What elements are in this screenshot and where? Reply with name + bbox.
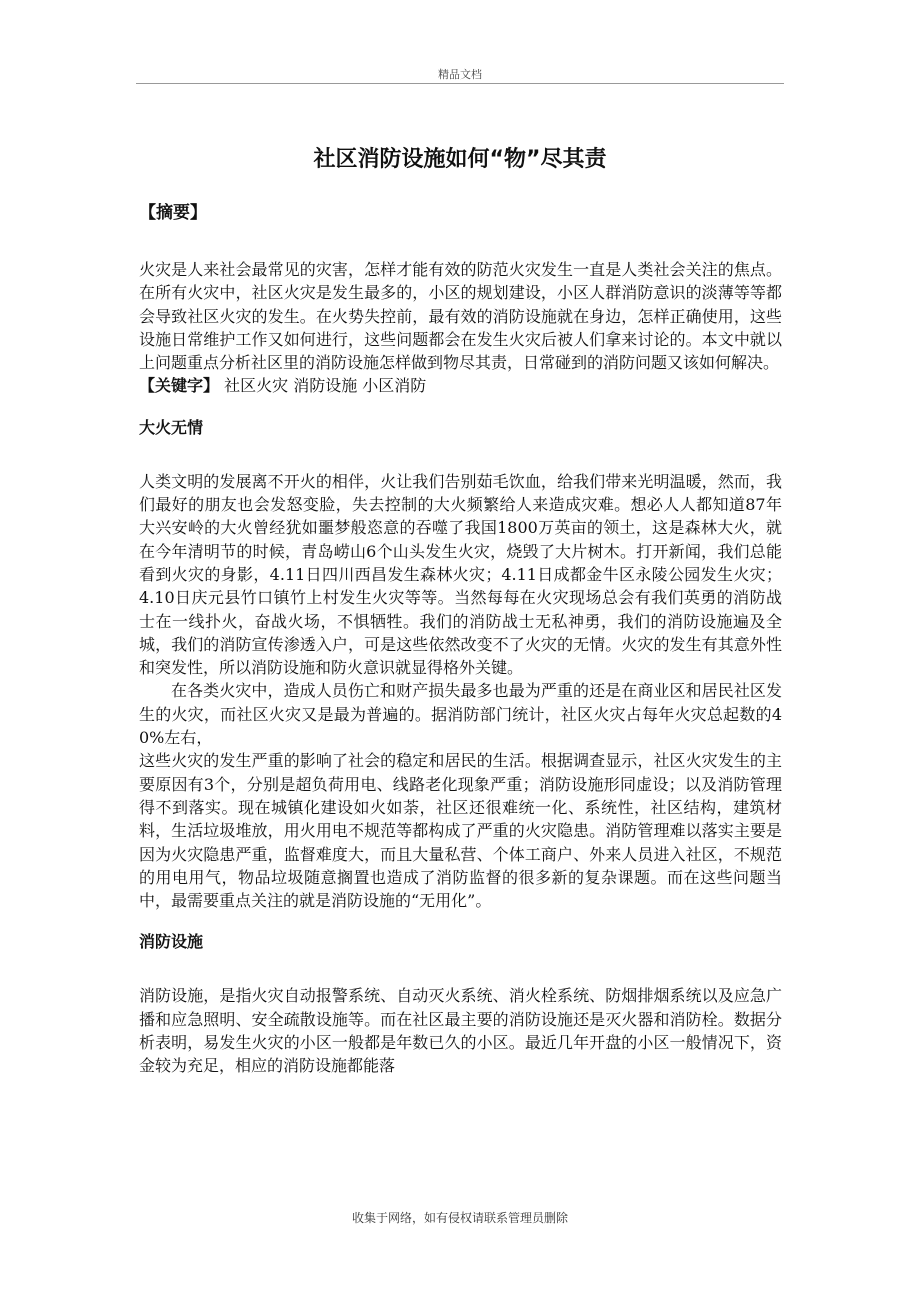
- section-heading-facilities: 消防设施: [139, 932, 204, 952]
- section-fire-paragraph-1: 人类文明的发展离不开火的相伴，火让我们告别茹毛饮血，给我们带来光明温暖，然而，我们最好的朋友也会发怒变脸，失去控制的大火频繁给人来造成灾难。想必人人都知道87年大兴安岭的大火曾经犹如噩梦般恣意的吞噬了我国1800万英亩的领土，这是森林大火，就在今年清明节的时候，青岛崂山6个山头发生火灾，烧毁了大片树木。打开新闻，我们总能看到火灾的身影，4.11日四川西昌发生森林火灾；4.11日成都金牛区永陵公园发生火灾；4.10日庆元县竹口镇竹上村发生火灾等等。当然每每在火灾现场总会有我们英勇的消防战士在一线扑火，奋战火场，不惧牺牲。我们的消防战士无私神勇，我们的消防设施遍及全城，我们的消防宣传渗透入户，可是这些依然改变不了火灾的无情。火灾的发生有其意外性和突发性，所以消防设施和防火意识就显得格外关键。: [139, 471, 782, 678]
- keywords-values: 社区火灾 消防设施 小区消防: [219, 376, 427, 396]
- section-facilities-paragraph-1: 消防设施，是指火灾自动报警系统、自动灭火系统、消火栓系统、防烟排烟系统以及应急广播和应急照明、安全疏散设施等。而在社区最主要的消防设施还是灭火器和消防栓。数据分析表明，易发生火灾的小区一般都是年数已久的小区。最近几年开盘的小区一般情况下，资金较为充足，相应的消防设施都能落: [139, 986, 782, 1076]
- keywords-line: [139, 374, 782, 397]
- document-body: [139, 200, 782, 1078]
- abstract-text: 火灾是人来社会最常见的灾害，怎样才能有效的防范火灾发生一直是人类社会关注的焦点。在所有火灾中，社区火灾是发生最多的，小区的规划建设，小区人群消防意识的淡薄等等都会导致社区火灾的发生。在火势失控前，最有效的消防设施就在身边，怎样正确使用，这些设施日常维护工作又如何进行，这些问题都会在发生火灾后被人们拿来讨论的。本文中就以上问题重点分析社区里的消防设施怎样做到物尽其责，日常碰到的消防问题又该如何解决。: [139, 260, 782, 373]
- section-fire-paragraph-2: 在各类火灾中，造成人员伤亡和财产损失最多也最为严重的还是在商业区和居民社区发生的火灾，而社区火灾又是最为普遍的。据消防部门统计，社区火灾占每年火灾总起数的40%左右，: [139, 681, 782, 748]
- keywords-label: 【关键字】: [139, 376, 220, 396]
- page-footer: 收集于网络，如有侵权请联系管理员删除: [351, 1211, 568, 1225]
- abstract-heading: 【摘要】: [139, 203, 207, 223]
- page-header: 精品文档: [438, 68, 482, 81]
- section-fire-paragraph-3: 这些火灾的发生严重的影响了社会的稳定和居民的生活。根据调查显示，社区火灾发生的主要原因有3个，分别是超负荷用电、线路老化现象严重；消防设施形同虚设；以及消防管理得不到落实。现在城镇化建设如火如荼，社区还很难统一化、系统性，社区结构，建筑材料，生活垃圾堆放，用火用电不规范等都构成了严重的火灾隐患。消防管理难以落实主要是因为火灾隐患严重，监督难度大，而且大量私营、个体工商户、外来人员进入社区，不规范的用电用气，物品垃圾随意搁置也造成了消防监督的很多新的复杂课题。而在这些问题当中，最需要重点关注的就是消防设施的“无用化”。: [139, 751, 782, 911]
- document-title: 社区消防设施如何“物”尽其责: [313, 147, 607, 172]
- section-heading-fire: 大火无情: [139, 417, 204, 437]
- header-divider: [136, 83, 784, 84]
